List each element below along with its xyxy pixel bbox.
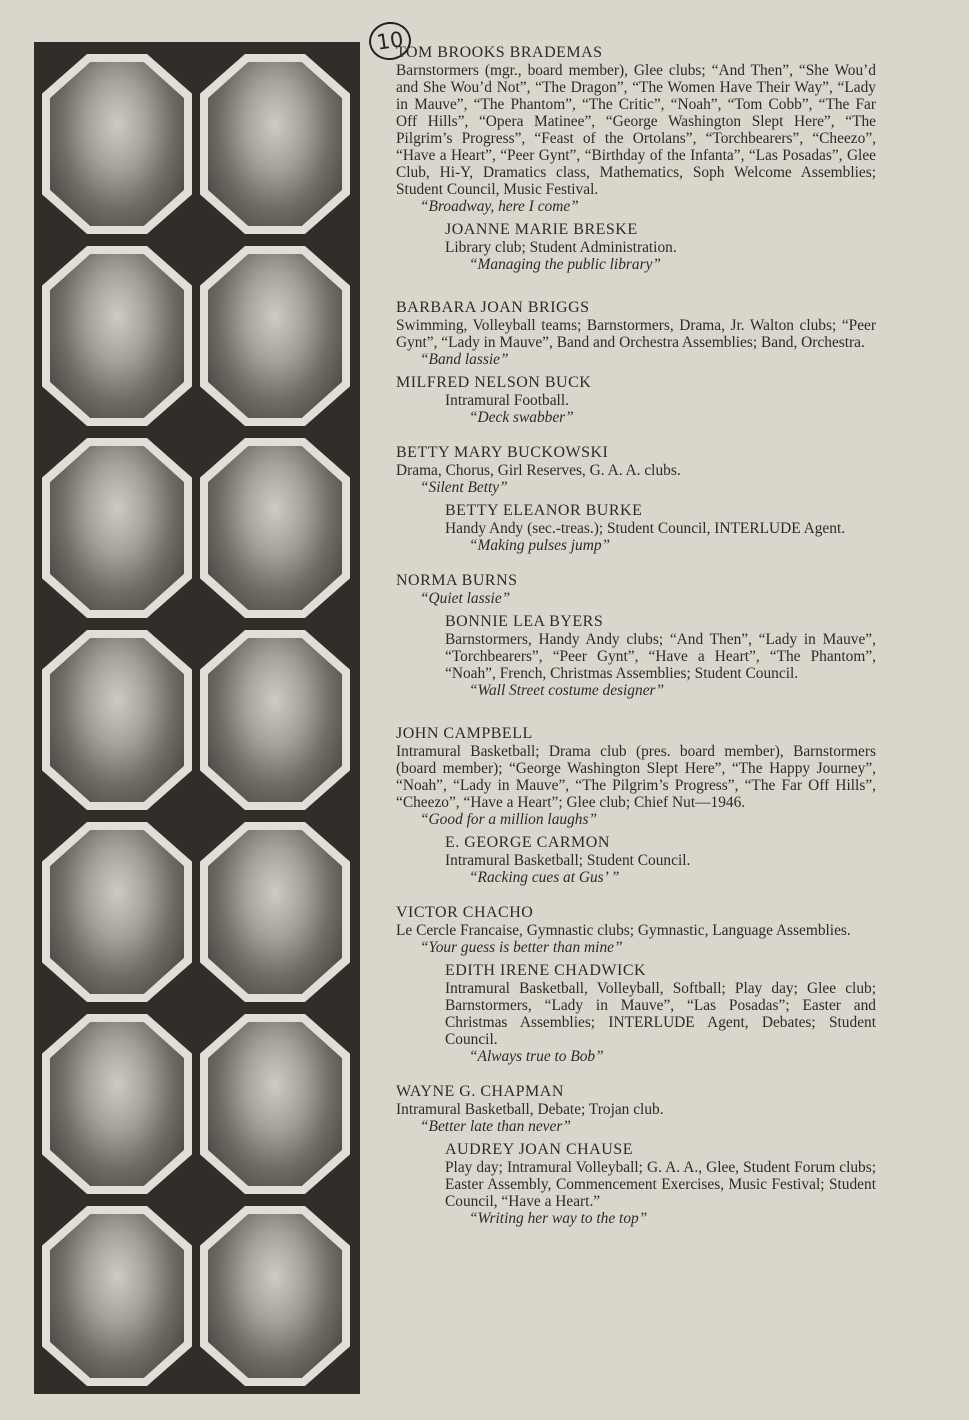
student-name: E. GEORGE CARMON [445,834,610,851]
student-name: AUDREY JOAN CHAUSE [445,1141,633,1158]
student-name: JOANNE MARIE BRESKE [445,221,638,238]
portrait-photo [200,246,350,426]
portrait-photo [200,438,350,618]
student-name: EDITH IRENE CHADWICK [445,962,647,979]
senior-entry [445,221,876,273]
senior-entry [396,374,876,426]
senior-entry [396,444,876,496]
portrait-photo [200,54,350,234]
student-activities: Intramural Basketball; Student Council. [445,852,691,869]
student-quote: “Managing the public library” [469,256,661,273]
student-activities: Swimming, Volleyball teams; Barnstormers, Drama, Jr. Walton clubs; “Peer Gynt”, “Lady in Mauve”, Band and Orchestra Assemblies; Band, Orchestra. [396,317,876,351]
portrait-photo [200,1014,350,1194]
student-quote: “Silent Betty” [420,479,508,496]
senior-entry [445,613,876,699]
portrait-strip [34,42,360,1394]
portrait-photo [42,246,192,426]
student-activities: Barnstormers, Handy Andy clubs; “And Then”, “Lady in Mauve”, “Torchbearers”, “Peer Gynt”, “Have a Heart”, “The Phantom”, “Noah”, French, Christmas Assemblies; Student Council. [445,631,876,682]
senior-entry [396,904,876,956]
student-name: BETTY MARY BUCKOWSKI [396,444,609,461]
student-quote: “Your guess is better than mine” [420,939,623,956]
student-activities: Play day; Intramural Volleyball; G. A. A., Glee, Student Forum clubs; Easter Assembly, Commencement Exercises, Music Festival; Student Council, “Have a Heart.” [445,1159,876,1210]
student-activities: Library club; Student Administration. [445,239,677,256]
portrait-photo [200,630,350,810]
student-name: BONNIE LEA BYERS [445,613,604,630]
portrait-photo [42,438,192,618]
portrait-photo [42,54,192,234]
student-activities: Handy Andy (sec.-treas.); Student Council, INTERLUDE Agent. [445,520,846,537]
senior-entry [396,1083,876,1135]
student-quote: “Good for a million laughs” [420,811,598,828]
portrait-photo [42,1206,192,1386]
student-quote: “Making pulses jump” [469,537,611,554]
portrait-photo [42,1014,192,1194]
student-activities: Intramural Basketball, Volleyball, Softball; Play day; Glee club; Barnstormers, “Lady in Mauve”, “Las Posadas”; Easter and Christmas Assemblies; INTERLUDE Agent, Debates; Student Council. [445,980,876,1048]
student-quote: “Quiet lassie” [420,590,511,607]
student-name: BARBARA JOAN BRIGGS [396,299,590,316]
student-name: TOM BROOKS BRADEMAS [396,44,603,61]
senior-entry [396,572,876,607]
student-name: VICTOR CHACHO [396,904,534,921]
portrait-photo [42,822,192,1002]
student-quote: “Deck swabber” [469,409,574,426]
student-name: JOHN CAMPBELL [396,725,533,742]
portrait-photo [200,822,350,1002]
student-activities: Drama, Chorus, Girl Reserves, G. A. A. clubs. [396,462,681,479]
student-activities: Intramural Basketball; Drama club (pres. board member), Barnstormers (board member); “George Washington Slept Here”, “The Happy Journey”, “Noah”, “Lady in Mauve”, “The Pilgrim’s Progress”, “The Far Off Hills”, “Cheezo”, “Have a Heart”; Glee club; Chief Nut—1946. [396,743,876,811]
student-quote: “Wall Street costume designer” [469,682,665,699]
student-name: WAYNE G. CHAPMAN [396,1083,564,1100]
student-quote: “Band lassie” [420,351,509,368]
student-activities: Intramural Basketball, Debate; Trojan club. [396,1101,664,1118]
student-activities: Barnstormers (mgr., board member), Glee clubs; “And Then”, “She Wou’d and She Wou’d Not”, “The Dragon”, “The Women Have Their Way”, “Lady in Mauve”, “The Phantom”, “The Critic”, “Noah”, “Tom Cobb”, “The Far Off Hills”, “Opera Matinee”, “George Washington Slept Here”, “The Pilgrim’s Progress”, “Feast of the Ortolans”, “Torchbearers”, “Cheezo”, “Have a Heart”, “Peer Gynt”, “Birthday of the Infanta”, “Las Posadas”, Glee Club, Hi-Y, Dramatics class, Mathematics, Soph Welcome Assemblies; Student Council, Music Festival. [396,62,876,198]
student-quote: “Writing her way to the top” [469,1210,648,1227]
senior-entry [396,44,876,215]
student-quote: “Always true to Bob” [469,1048,604,1065]
senior-entry [396,725,876,828]
portrait-photo [42,630,192,810]
page-number: 10 [367,19,414,62]
student-name: MILFRED NELSON BUCK [396,374,592,391]
student-name: NORMA BURNS [396,572,518,589]
senior-bio-list [396,44,876,1227]
student-quote: “Better late than never” [420,1118,571,1135]
senior-entry [445,962,876,1065]
senior-entry [445,834,876,886]
student-activities: Le Cercle Francaise, Gymnastic clubs; Gymnastic, Language Assemblies. [396,922,851,939]
portrait-photo [200,1206,350,1386]
student-name: BETTY ELEANOR BURKE [445,502,643,519]
student-quote: “Racking cues at Gus’ ” [469,869,620,886]
senior-entry [445,1141,876,1227]
student-activities: Intramural Football. [445,392,569,409]
senior-entry [396,299,876,368]
senior-entry [445,502,876,554]
student-quote: “Broadway, here I come” [420,198,579,215]
